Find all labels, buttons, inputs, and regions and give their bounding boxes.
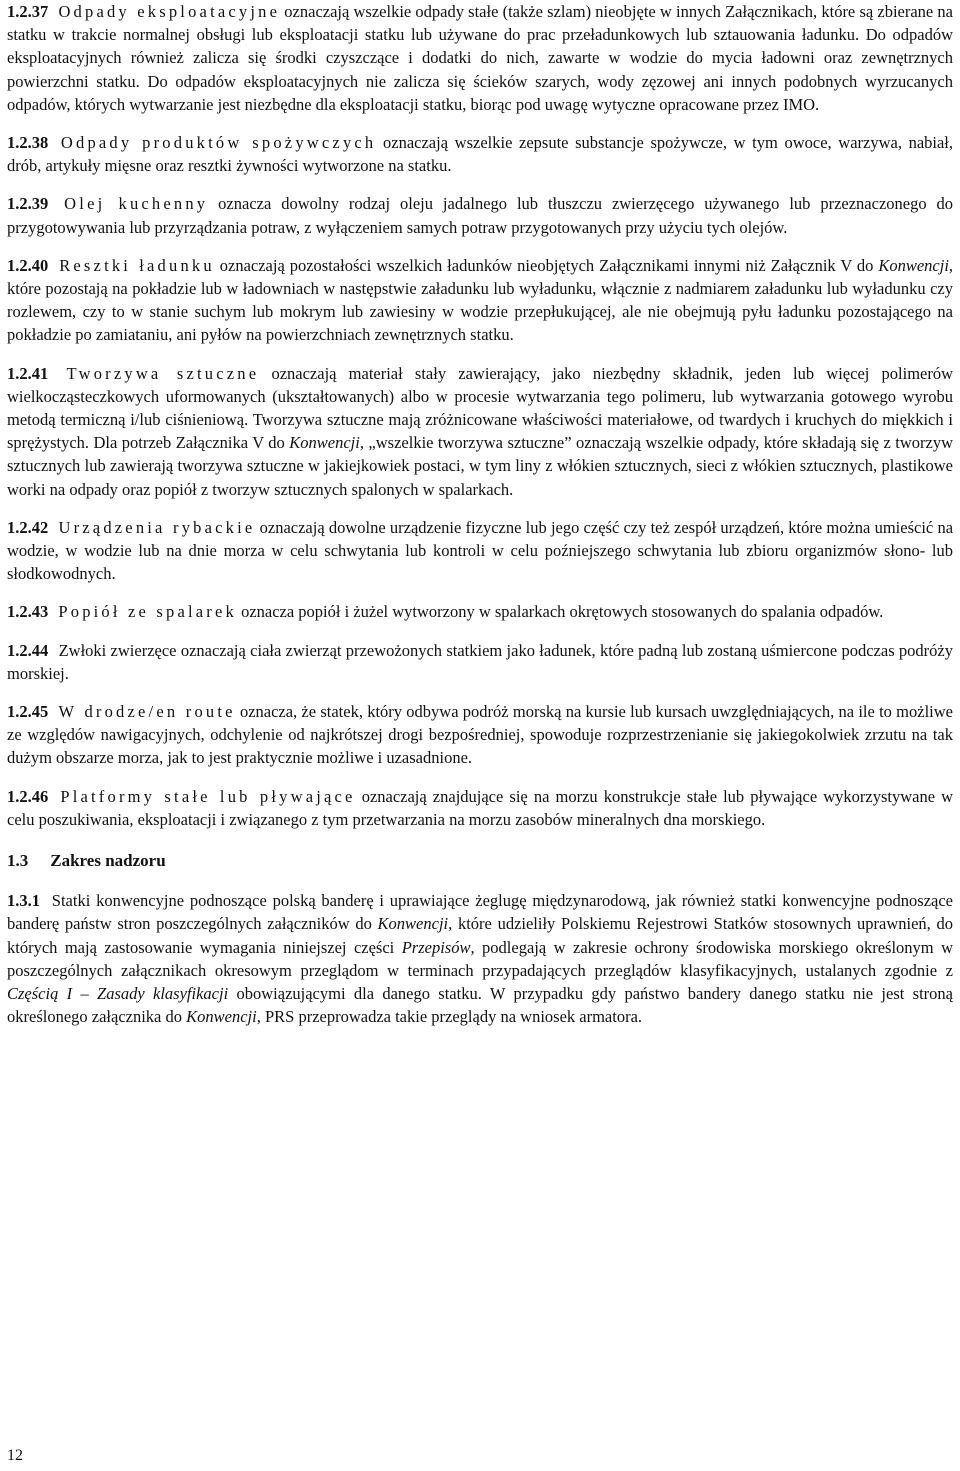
italic-term: Konwencji, xyxy=(377,914,453,934)
section-1-2-37 xyxy=(7,0,953,116)
section-text: obowiązującymi dla danego statku. W przypadku gdy państwo bandery danego statku nie jest stroną określonego załącznika do xyxy=(7,983,953,1027)
section-number: 1.2.42 xyxy=(7,517,49,537)
section-text: oznacza, że statek, który odbywa podróż morską na kursie lub kursach uwzględniających, na ile to możliwe ze względów nawigacyjnych, odchylenie od najkrótszej drogi bezpośredniej, spowoduje rozprzestrzenianie się jakiegokolwiek zrzutu na tak dużym obszarze morza, jak to jest praktycznie możliwe i uzasadnione. xyxy=(7,702,954,768)
section-1-2-43 xyxy=(7,600,953,623)
heading-number: 1.3 xyxy=(7,851,29,871)
section-text: oznacza dowolny rodzaj oleju jadalnego lub tłuszczu zwierzęcego używanego lub przeznaczonego do przygotowywania lub przyrządzania potraw, z wyłączeniem samych potraw przygotowanych przy użyciu tych olejów. xyxy=(7,194,954,237)
page-number: 12 xyxy=(7,1447,23,1464)
defined-term: Odpady eksploatacyjne xyxy=(58,2,281,21)
section-text: oznaczają dowolne urządzenie fizyczne lub jego część czy też zespół urządzeń, które można umieścić na wodzie, w wodzie lub na dnie morza w celu schwytania lub kontroli w celu poźniejszego schwytania lub zbioru organizmów słono- lub słodkowodnych. xyxy=(7,517,954,584)
section-1-2-41 xyxy=(7,362,953,501)
section-number: 1.2.45 xyxy=(7,702,49,722)
defined-term: Tworzywa sztuczne xyxy=(66,363,260,383)
section-text: oznaczają materiał stały zawierający, jako niezbędny składnik, jeden lub więcej polimerów wielkocząsteczkowych uformowanych (ukształtowanych) albo w procesie wytwarzania tego polimeru, lub wytwarzania gotowego wyrobu metodą termiczną i/lub ciśnieniową. Tworzywa sztuczne mają zróżnicowane właściwości materiałowe, od twardych i kruchych do miękkich i sprężystych. Dla potrzeb Załącznika V do xyxy=(7,363,954,453)
section-number: 1.2.37 xyxy=(7,2,49,21)
defined-term: W drodze/en route xyxy=(58,702,236,722)
defined-term: Popiół ze spalarek xyxy=(58,602,237,622)
section-number: 1.2.46 xyxy=(7,786,49,806)
section-number: 1.3.1 xyxy=(7,891,40,911)
section-number: 1.2.39 xyxy=(7,194,49,214)
heading-title: Zakres nadzoru xyxy=(50,851,166,871)
section-text: oznaczają pozostałości wszelkich ładunków nieobjętych Załącznikami innymi niż Załącznik V do xyxy=(219,255,879,275)
section-text: , „wszelkie tworzywa sztuczne” oznaczają wszelkie odpady, które składają się z tworzyw sztucznych lub zawierają tworzywa sztuczne w jakiejkowiek postaci, w tym liny z włókien sztucznych, sieci z włókien sztucznych, plastikowe worki na odpady oraz popiół z tworzyw sztucznych spalonych w spalarkach. xyxy=(7,433,953,499)
section-text: Statki konwencyjne podnoszące polską banderę i uprawiające żeglugę międzynarodową, jak również statki konwencyjne podnoszące banderę państw stron poszczególnych załączników do xyxy=(7,891,953,934)
italic-term: Konwencji xyxy=(289,433,360,453)
section-1-2-39 xyxy=(7,192,953,238)
section-text: , które pozostają na pokładzie lub w ładowniach w następstwie załadunku lub wyładunku, włącznie z nadmiarem załadunku lub wyładunku czy rozlewem, czy to w stanie suchym lub mokrym lub zawiesiny w wodzie przepłukującej, ale nie obejmują pyłu ładunku pozostającego na pokładzie po zamiataniu, ani pyłów na powierzchniach zewnętrznych statku. xyxy=(7,255,954,345)
section-number: 1.2.40 xyxy=(7,255,49,275)
defined-term: Odpady produktów spożywczych xyxy=(60,133,377,153)
defined-term: Resztki ładunku xyxy=(59,255,215,275)
section-1-2-42 xyxy=(7,516,953,586)
section-text: które udzieliły Polskiemu Rejestrowi Statków stosownych uprawnień, do których mają zastosowanie wymagania niniejszej części xyxy=(7,914,953,957)
italic-term: Częścią I – Zasady klasyfikacji xyxy=(7,983,229,1003)
section-1-2-40 xyxy=(7,254,953,347)
section-text: oznaczają wszelkie odpady stałe (także szlam) nieobjęte w innych Załącznikach, które są zbierane na statku w trakcie normalnej obsługi lub eksploatacji statku lub używane do prac przeładunkowych lub sztauowania ładunku. Do odpadów eksploatacyjnych również zalicza się środki czyszczące i dodatki do nich, zawarte w wodzie do mycia ładowni oraz zewnętrznych powierzchni statku. Do odpadów eksploatacyjnych nie zalicza się ścieków szarych, wody zęzowej ani innych podobnych wyrzucanych odpadów, których wytwarzanie jest niezbędne dla eksploatacji statku, biorąc pod uwagę wytyczne opracowane przez IMO. xyxy=(7,2,954,114)
section-text: oznacza popiół i żużel wytworzony w spalarkach okrętowych stosowanych do spalania odpadów. xyxy=(241,602,884,622)
italic-term: Przepisów xyxy=(401,937,471,957)
section-1-2-44 xyxy=(7,639,953,685)
defined-term: Olej kuchenny xyxy=(64,194,209,214)
section-1-2-38 xyxy=(7,131,953,177)
section-text: Zwłoki zwierzęce oznaczają ciała zwierząt przewożonych statkiem jako ładunek, które padną lub zostaną uśmiercone podczas podróży morskiej. xyxy=(7,640,954,683)
section-1-2-45 xyxy=(7,700,953,770)
italic-term: Konwencji xyxy=(186,1007,257,1027)
defined-term: Urządzenia rybackie xyxy=(58,517,256,537)
section-number: 1.2.38 xyxy=(7,133,49,153)
section-1-3-1 xyxy=(7,889,953,1028)
section-number: 1.2.43 xyxy=(7,602,49,622)
section-1-2-46 xyxy=(7,785,953,831)
section-text: oznaczają znajdujące się na morzu konstrukcje stałe lub pływające wykorzystywane w celu poszukiwania, eksploatacji i związanego z tym przetwarzania na morzu zasobów mineralnych dna morskiego. xyxy=(7,786,954,829)
section-number: 1.2.44 xyxy=(7,640,49,660)
section-text: oznaczają wszelkie zepsute substancje spożywcze, w tym owoce, warzywa, nabiał, drób, artykuły mięsne oraz resztki żywności wytworzone na statku. xyxy=(7,133,954,176)
defined-term: Platformy stałe lub pływające xyxy=(60,786,356,806)
section-number: 1.2.41 xyxy=(7,363,49,383)
section-text: , podlegają w zakresie ochrony środowiska morskiego określonym w poszczególnych załącznikach okresowym przeglądom w terminach przypadających przeglądów klasyfikacyjnych, ustalanych zgodnie z xyxy=(7,937,953,980)
italic-term: Konwencji xyxy=(878,255,949,275)
section-heading xyxy=(7,849,953,873)
section-text: , PRS przeprowadza takie przeglądy na wniosek armatora. xyxy=(256,1007,643,1027)
